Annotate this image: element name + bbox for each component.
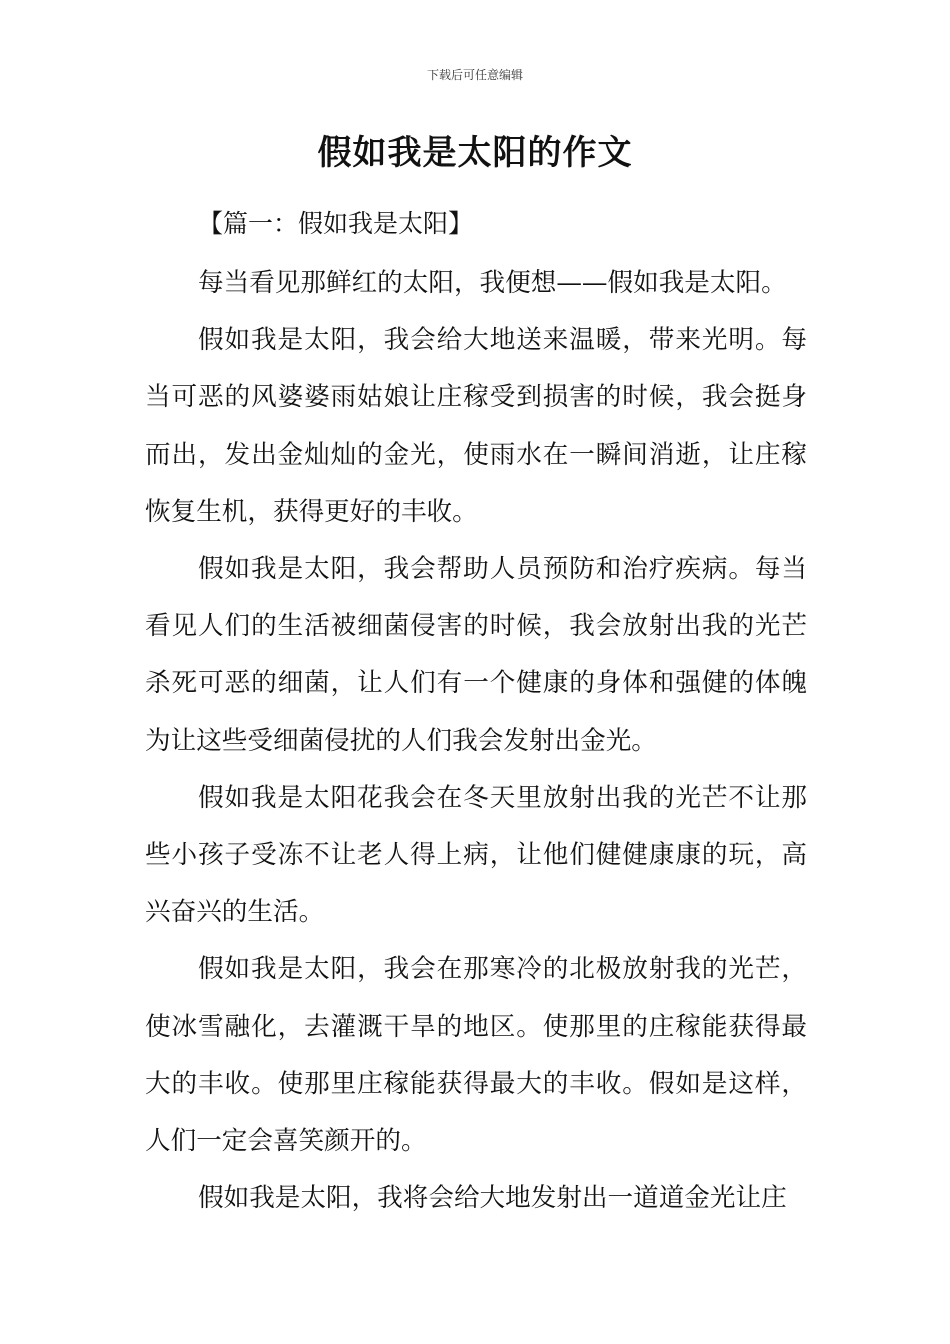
paragraph: 假如我是太阳，我会给大地送来温暖，带来光明。每当可恶的风婆婆雨姑娘让庄稼受到损害的时候，我会挺身而出，发出金灿灿的金光，使雨水在一瞬间消逝，让庄稼恢复生机，获得更好的丰收。 xyxy=(145,325,807,527)
header-note: 下载后可任意编辑 xyxy=(426,68,523,82)
paragraph: 假如我是太阳，我会帮助人员预防和治疗疾病。每当看见人们的生活被细菌侵害的时候，我会放射出我的光芒杀死可恶的细菌，让人们有一个健康的身体和强健的体魄为让这些受细菌侵扰的人们我会发射出金光。 xyxy=(145,554,807,756)
section-heading: 【篇一：假如我是太阳】 xyxy=(198,209,474,238)
paragraph: 假如我是太阳，我会在那寒冷的北极放射我的光芒，使冰雪融化，去灌溉干旱的地区。使那里的庄稼能获得最大的丰收。使那里庄稼能获得最大的丰收。假如是这样，人们一定会喜笑颜开的。 xyxy=(145,954,807,1157)
paragraph: 每当看见那鲜红的太阳，我便想——假如我是太阳。 xyxy=(198,268,787,298)
document-title: 假如我是太阳的作文 xyxy=(317,133,633,173)
paragraph: 假如我是太阳花我会在冬天里放射出我的光芒不让那些小孩子受冻不让老人得上病，让他们健健康康的玩，高兴奋兴的生活。 xyxy=(145,782,807,928)
body-text xyxy=(145,255,807,1227)
paragraph: 假如我是太阳，我将会给大地发射出一道道金光让庄 xyxy=(198,1183,787,1214)
